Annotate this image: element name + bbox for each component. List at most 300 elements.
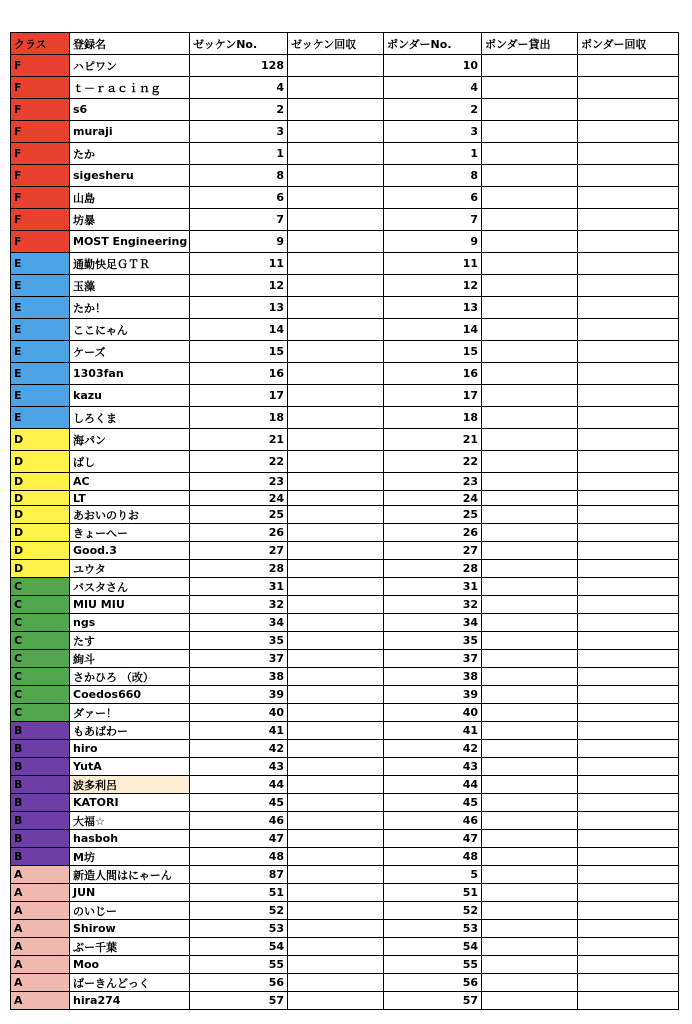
class-cell: D (11, 491, 70, 506)
ponder-no-cell: 11 (384, 253, 482, 275)
name-cell: sigesheru (70, 165, 190, 187)
name-cell: 海パン (70, 429, 190, 451)
ponder-lend-cell (482, 297, 578, 319)
class-cell: A (11, 938, 70, 956)
name-cell: s6 (70, 99, 190, 121)
ponder-lend-cell (482, 55, 578, 77)
class-cell: B (11, 812, 70, 830)
ponder-no-cell: 17 (384, 385, 482, 407)
ponder-lend-cell (482, 866, 578, 884)
bib-return-cell (288, 668, 384, 686)
ponder-return-cell (578, 938, 679, 956)
bib-no-cell: 11 (190, 253, 288, 275)
bib-return-cell (288, 830, 384, 848)
ponder-no-cell: 34 (384, 614, 482, 632)
bib-no-cell: 55 (190, 956, 288, 974)
ponder-return-cell (578, 704, 679, 722)
ponder-lend-cell (482, 920, 578, 938)
table-row (11, 722, 679, 740)
ponder-no-cell: 35 (384, 632, 482, 650)
header-row (11, 33, 679, 55)
bib-return-cell (288, 275, 384, 297)
bib-return-cell (288, 884, 384, 902)
ponder-lend-cell (482, 848, 578, 866)
ponder-no-cell: 53 (384, 920, 482, 938)
bib-return-cell (288, 165, 384, 187)
name-cell: KATORI (70, 794, 190, 812)
table-row (11, 363, 679, 385)
bib-return-cell (288, 55, 384, 77)
table-row (11, 686, 679, 704)
class-cell: A (11, 974, 70, 992)
class-cell: C (11, 686, 70, 704)
bib-no-cell: 45 (190, 794, 288, 812)
table-row (11, 491, 679, 506)
name-cell: Good.3 (70, 542, 190, 560)
ponder-return-cell (578, 758, 679, 776)
bib-no-cell: 7 (190, 209, 288, 231)
class-cell: C (11, 632, 70, 650)
table-row (11, 77, 679, 99)
class-cell: D (11, 524, 70, 542)
bib-return-cell (288, 974, 384, 992)
ponder-lend-cell (482, 578, 578, 596)
ponder-return-cell (578, 812, 679, 830)
bib-return-cell (288, 363, 384, 385)
ponder-return-cell (578, 491, 679, 506)
table-row (11, 319, 679, 341)
ponder-lend-cell (482, 902, 578, 920)
table-row (11, 830, 679, 848)
bib-no-cell: 87 (190, 866, 288, 884)
table-row (11, 524, 679, 542)
name-cell: Coedos660 (70, 686, 190, 704)
table-row (11, 451, 679, 473)
bib-return-cell (288, 866, 384, 884)
bib-return-cell (288, 77, 384, 99)
bib-no-cell: 22 (190, 451, 288, 473)
class-cell: F (11, 55, 70, 77)
bib-no-cell: 37 (190, 650, 288, 668)
table-row (11, 956, 679, 974)
ponder-no-cell: 54 (384, 938, 482, 956)
name-cell: ダァー！ (70, 704, 190, 722)
bib-return-cell (288, 848, 384, 866)
bib-return-cell (288, 473, 384, 491)
table-row (11, 668, 679, 686)
name-cell: きょーへー (70, 524, 190, 542)
table-row (11, 578, 679, 596)
bib-no-cell: 41 (190, 722, 288, 740)
class-cell: D (11, 542, 70, 560)
class-cell: C (11, 668, 70, 686)
bib-no-cell: 14 (190, 319, 288, 341)
bib-no-cell: 8 (190, 165, 288, 187)
name-cell: Shirow (70, 920, 190, 938)
ponder-return-cell (578, 524, 679, 542)
name-cell: あおいのりお (70, 506, 190, 524)
table-row (11, 121, 679, 143)
ponder-return-cell (578, 848, 679, 866)
bib-return-cell (288, 187, 384, 209)
name-cell: バスタさん (70, 578, 190, 596)
table-row (11, 99, 679, 121)
ponder-return-cell (578, 231, 679, 253)
ponder-lend-cell (482, 231, 578, 253)
ponder-lend-cell (482, 956, 578, 974)
ponder-no-cell: 45 (384, 794, 482, 812)
table-row (11, 776, 679, 794)
ponder-lend-cell (482, 740, 578, 758)
table-row (11, 812, 679, 830)
class-cell: D (11, 473, 70, 491)
class-cell: C (11, 650, 70, 668)
ponder-no-cell: 2 (384, 99, 482, 121)
name-cell: 玉藻 (70, 275, 190, 297)
class-cell: D (11, 451, 70, 473)
bib-return-cell (288, 740, 384, 758)
ponder-lend-cell (482, 275, 578, 297)
ponder-return-cell (578, 614, 679, 632)
ponder-no-cell: 39 (384, 686, 482, 704)
class-cell: A (11, 902, 70, 920)
class-cell: D (11, 560, 70, 578)
name-cell: 1303fan (70, 363, 190, 385)
ponder-lend-cell (482, 632, 578, 650)
bib-no-cell: 16 (190, 363, 288, 385)
bib-no-cell: 31 (190, 578, 288, 596)
bib-return-cell (288, 385, 384, 407)
name-cell: ここにゃん (70, 319, 190, 341)
table-row (11, 848, 679, 866)
ponder-no-cell: 8 (384, 165, 482, 187)
table-row (11, 650, 679, 668)
ponder-return-cell (578, 722, 679, 740)
name-cell: 新造人間はにゃーん (70, 866, 190, 884)
ponder-lend-cell (482, 686, 578, 704)
table-row (11, 740, 679, 758)
bib-no-cell: 23 (190, 473, 288, 491)
ponder-lend-cell (482, 429, 578, 451)
bib-return-cell (288, 902, 384, 920)
name-cell: LT (70, 491, 190, 506)
ponder-no-cell: 42 (384, 740, 482, 758)
table-row (11, 902, 679, 920)
ponder-lend-cell (482, 363, 578, 385)
bib-return-cell (288, 319, 384, 341)
ponder-lend-cell (482, 506, 578, 524)
ponder-no-cell: 38 (384, 668, 482, 686)
bib-return-cell (288, 632, 384, 650)
bib-return-cell (288, 776, 384, 794)
table-row (11, 253, 679, 275)
ponder-lend-cell (482, 974, 578, 992)
class-cell: B (11, 740, 70, 758)
ponder-lend-cell (482, 776, 578, 794)
ponder-return-cell (578, 143, 679, 165)
bib-no-cell: 17 (190, 385, 288, 407)
class-cell: E (11, 385, 70, 407)
ponder-lend-cell (482, 165, 578, 187)
class-cell: F (11, 121, 70, 143)
ponder-lend-cell (482, 668, 578, 686)
class-cell: E (11, 319, 70, 341)
table-row (11, 231, 679, 253)
ponder-lend-cell (482, 992, 578, 1010)
table-row (11, 143, 679, 165)
bib-return-cell (288, 121, 384, 143)
bib-return-cell (288, 758, 384, 776)
ponder-return-cell (578, 275, 679, 297)
entry-sheet (10, 32, 679, 1010)
table-row (11, 341, 679, 363)
ponder-return-cell (578, 187, 679, 209)
ponder-no-cell: 24 (384, 491, 482, 506)
bib-return-cell (288, 253, 384, 275)
class-cell: C (11, 578, 70, 596)
bib-no-cell: 9 (190, 231, 288, 253)
bib-return-cell (288, 704, 384, 722)
ponder-no-cell: 21 (384, 429, 482, 451)
class-cell: E (11, 253, 70, 275)
table-row (11, 473, 679, 491)
ponder-no-cell: 57 (384, 992, 482, 1010)
ponder-return-cell (578, 884, 679, 902)
class-cell: F (11, 209, 70, 231)
header-ponder-return: ポンダー回収 (578, 33, 679, 55)
name-cell: Moo (70, 956, 190, 974)
ponder-lend-cell (482, 319, 578, 341)
name-cell: ばし (70, 451, 190, 473)
bib-no-cell: 40 (190, 704, 288, 722)
ponder-return-cell (578, 121, 679, 143)
bib-no-cell: 43 (190, 758, 288, 776)
bib-no-cell: 28 (190, 560, 288, 578)
ponder-no-cell: 14 (384, 319, 482, 341)
table-row (11, 614, 679, 632)
bib-return-cell (288, 99, 384, 121)
bib-return-cell (288, 992, 384, 1010)
ponder-lend-cell (482, 704, 578, 722)
ponder-lend-cell (482, 473, 578, 491)
bib-no-cell: 51 (190, 884, 288, 902)
ponder-return-cell (578, 830, 679, 848)
bib-return-cell (288, 578, 384, 596)
table-row (11, 884, 679, 902)
bib-no-cell: 46 (190, 812, 288, 830)
ponder-return-cell (578, 341, 679, 363)
name-cell: ユウタ (70, 560, 190, 578)
bib-no-cell: 4 (190, 77, 288, 99)
class-cell: C (11, 614, 70, 632)
name-cell: MOST Engineering (70, 231, 190, 253)
ponder-lend-cell (482, 722, 578, 740)
bib-return-cell (288, 407, 384, 429)
ponder-return-cell (578, 385, 679, 407)
bib-no-cell: 47 (190, 830, 288, 848)
table-row (11, 596, 679, 614)
ponder-lend-cell (482, 812, 578, 830)
ponder-no-cell: 16 (384, 363, 482, 385)
ponder-lend-cell (482, 451, 578, 473)
table-row (11, 55, 679, 77)
ponder-lend-cell (482, 542, 578, 560)
class-cell: A (11, 884, 70, 902)
ponder-no-cell: 41 (384, 722, 482, 740)
header-name: 登録名 (70, 33, 190, 55)
ponder-no-cell: 47 (384, 830, 482, 848)
ponder-return-cell (578, 596, 679, 614)
table-row (11, 187, 679, 209)
table-row (11, 920, 679, 938)
ponder-return-cell (578, 363, 679, 385)
ponder-return-cell (578, 407, 679, 429)
bib-no-cell: 48 (190, 848, 288, 866)
bib-return-cell (288, 143, 384, 165)
ponder-lend-cell (482, 560, 578, 578)
bib-no-cell: 15 (190, 341, 288, 363)
bib-no-cell: 24 (190, 491, 288, 506)
name-cell: ケーズ (70, 341, 190, 363)
ponder-no-cell: 27 (384, 542, 482, 560)
bib-no-cell: 39 (190, 686, 288, 704)
ponder-no-cell: 9 (384, 231, 482, 253)
table-row (11, 704, 679, 722)
ponder-no-cell: 3 (384, 121, 482, 143)
ponder-lend-cell (482, 491, 578, 506)
bib-no-cell: 42 (190, 740, 288, 758)
class-cell: E (11, 341, 70, 363)
class-cell: A (11, 956, 70, 974)
class-cell: B (11, 830, 70, 848)
class-cell: F (11, 143, 70, 165)
ponder-no-cell: 31 (384, 578, 482, 596)
bib-return-cell (288, 614, 384, 632)
table-row (11, 506, 679, 524)
name-cell: 坊暴 (70, 209, 190, 231)
bib-no-cell: 12 (190, 275, 288, 297)
class-cell: D (11, 506, 70, 524)
bib-no-cell: 6 (190, 187, 288, 209)
ponder-return-cell (578, 794, 679, 812)
bib-no-cell: 32 (190, 596, 288, 614)
bib-return-cell (288, 451, 384, 473)
name-cell: たす (70, 632, 190, 650)
name-cell: ngs (70, 614, 190, 632)
bib-return-cell (288, 542, 384, 560)
ponder-no-cell: 7 (384, 209, 482, 231)
ponder-return-cell (578, 429, 679, 451)
name-cell: さかひろ （改） (70, 668, 190, 686)
table-row (11, 794, 679, 812)
ponder-lend-cell (482, 407, 578, 429)
table-row (11, 385, 679, 407)
ponder-return-cell (578, 473, 679, 491)
bib-return-cell (288, 812, 384, 830)
ponder-no-cell: 10 (384, 55, 482, 77)
bib-no-cell: 54 (190, 938, 288, 956)
ponder-return-cell (578, 506, 679, 524)
bib-return-cell (288, 209, 384, 231)
table-row (11, 866, 679, 884)
ponder-no-cell: 5 (384, 866, 482, 884)
ponder-no-cell: 37 (384, 650, 482, 668)
bib-return-cell (288, 596, 384, 614)
bib-return-cell (288, 722, 384, 740)
ponder-lend-cell (482, 884, 578, 902)
class-cell: F (11, 99, 70, 121)
ponder-no-cell: 26 (384, 524, 482, 542)
bib-return-cell (288, 491, 384, 506)
name-cell: ハピワン (70, 55, 190, 77)
class-cell: E (11, 363, 70, 385)
table-row (11, 542, 679, 560)
ponder-return-cell (578, 992, 679, 1010)
class-cell: E (11, 407, 70, 429)
ponder-return-cell (578, 165, 679, 187)
bib-return-cell (288, 341, 384, 363)
bib-no-cell: 44 (190, 776, 288, 794)
ponder-no-cell: 43 (384, 758, 482, 776)
bib-no-cell: 38 (190, 668, 288, 686)
ponder-no-cell: 55 (384, 956, 482, 974)
ponder-lend-cell (482, 758, 578, 776)
class-cell: F (11, 187, 70, 209)
name-cell: hasboh (70, 830, 190, 848)
class-cell: B (11, 776, 70, 794)
bib-no-cell: 1 (190, 143, 288, 165)
bib-return-cell (288, 231, 384, 253)
bib-no-cell: 34 (190, 614, 288, 632)
bib-return-cell (288, 686, 384, 704)
ponder-return-cell (578, 686, 679, 704)
class-cell: F (11, 231, 70, 253)
ponder-return-cell (578, 55, 679, 77)
bib-no-cell: 21 (190, 429, 288, 451)
bib-no-cell: 27 (190, 542, 288, 560)
table-row (11, 209, 679, 231)
ponder-return-cell (578, 866, 679, 884)
ponder-no-cell: 23 (384, 473, 482, 491)
name-cell: しろくま (70, 407, 190, 429)
ponder-lend-cell (482, 650, 578, 668)
class-cell: D (11, 429, 70, 451)
class-cell: E (11, 275, 70, 297)
class-cell: C (11, 596, 70, 614)
bib-return-cell (288, 524, 384, 542)
ponder-return-cell (578, 956, 679, 974)
name-cell: ｔ－ｒａｃｉｎｇ (70, 77, 190, 99)
table-row (11, 560, 679, 578)
bib-no-cell: 25 (190, 506, 288, 524)
ponder-no-cell: 28 (384, 560, 482, 578)
header-ponder-no: ポンダーNo. (384, 33, 482, 55)
class-cell: B (11, 758, 70, 776)
ponder-no-cell: 4 (384, 77, 482, 99)
bib-return-cell (288, 506, 384, 524)
ponder-return-cell (578, 740, 679, 758)
name-cell: たか！ (70, 297, 190, 319)
ponder-return-cell (578, 297, 679, 319)
ponder-return-cell (578, 560, 679, 578)
name-cell: kazu (70, 385, 190, 407)
header-bib-no: ゼッケンNo. (190, 33, 288, 55)
ponder-no-cell: 32 (384, 596, 482, 614)
ponder-lend-cell (482, 385, 578, 407)
ponder-lend-cell (482, 143, 578, 165)
class-cell: F (11, 77, 70, 99)
ponder-return-cell (578, 650, 679, 668)
